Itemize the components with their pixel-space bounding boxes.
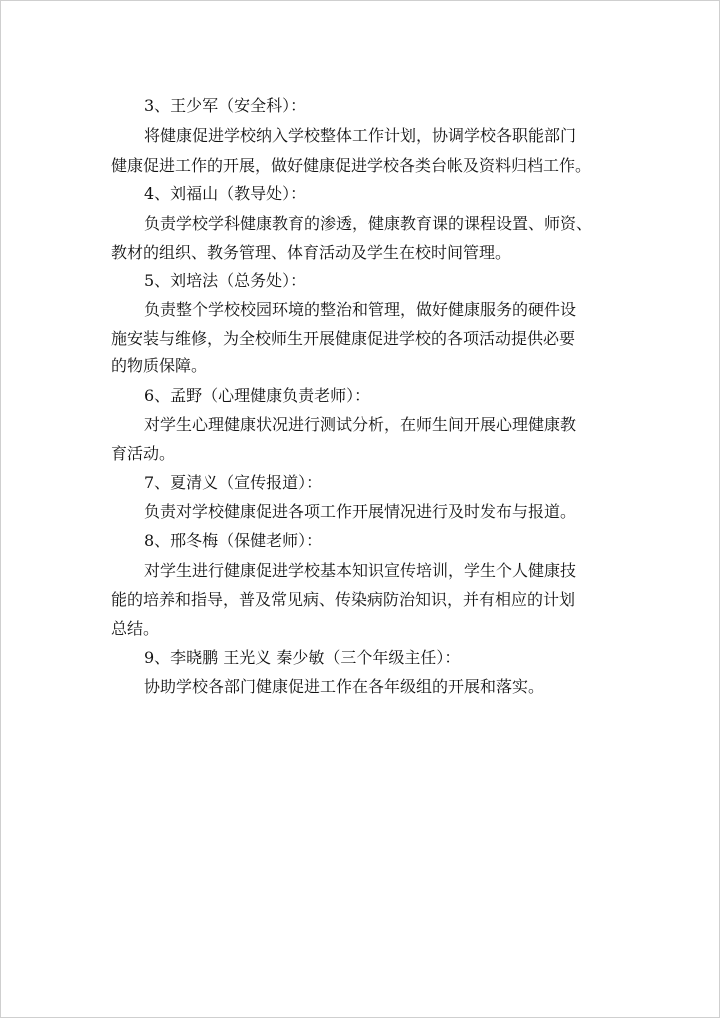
paragraph-line: 对学生进行健康促进学校基本知识宣传培训，学生个人健康技 <box>144 561 577 580</box>
paragraph-line: 将健康促进学校纳入学校整体工作计划，协调学校各职能部门 <box>144 126 577 145</box>
paragraph-line: 对学生心理健康状况进行测试分析，在师生间开展心理健康教 <box>144 415 577 434</box>
section-heading: 4、刘福山（教导处）： <box>144 184 307 203</box>
paragraph-line: 负责学校学科健康教育的渗透，健康教育课的课程设置、师资、 <box>144 214 593 233</box>
paragraph-line: 总结。 <box>111 619 160 638</box>
section-heading: 5、刘培法（总务处）： <box>144 271 307 290</box>
section-heading: 6、孟野（心理健康负责老师）： <box>144 386 371 405</box>
paragraph-line: 负责整个学校校园环境的整治和管理，做好健康服务的硬件设 <box>144 300 577 319</box>
paragraph-line: 教材的组织、教务管理、体育活动及学生在校时间管理。 <box>111 243 512 262</box>
section-heading: 7、夏清义（宣传报道）： <box>144 473 323 492</box>
paragraph-line: 能的培养和指导，普及常见病、传染病防治知识，并有相应的计划 <box>111 590 576 609</box>
paragraph-line: 负责对学校健康促进各项工作开展情况进行及时发布与报道。 <box>144 502 577 521</box>
paragraph-line: 育活动。 <box>111 444 176 463</box>
paragraph-line: 健康促进工作的开展，做好健康促进学校各类台帐及资料归档工作。 <box>111 156 592 175</box>
paragraph-line: 协助学校各部门健康促进工作在各年级组的开展和落实。 <box>144 677 545 696</box>
section-heading: 8、邢冬梅（保健老师）： <box>144 531 323 550</box>
section-heading: 9、李晓鹏 王光义 秦少敏（三个年级主任）： <box>144 648 461 667</box>
paragraph-line: 的物质保障。 <box>111 356 208 375</box>
paragraph-line: 施安装与维修，为全校师生开展健康促进学校的各项活动提供必要 <box>111 329 576 348</box>
section-heading: 3、王少军（安全科）： <box>144 96 307 115</box>
